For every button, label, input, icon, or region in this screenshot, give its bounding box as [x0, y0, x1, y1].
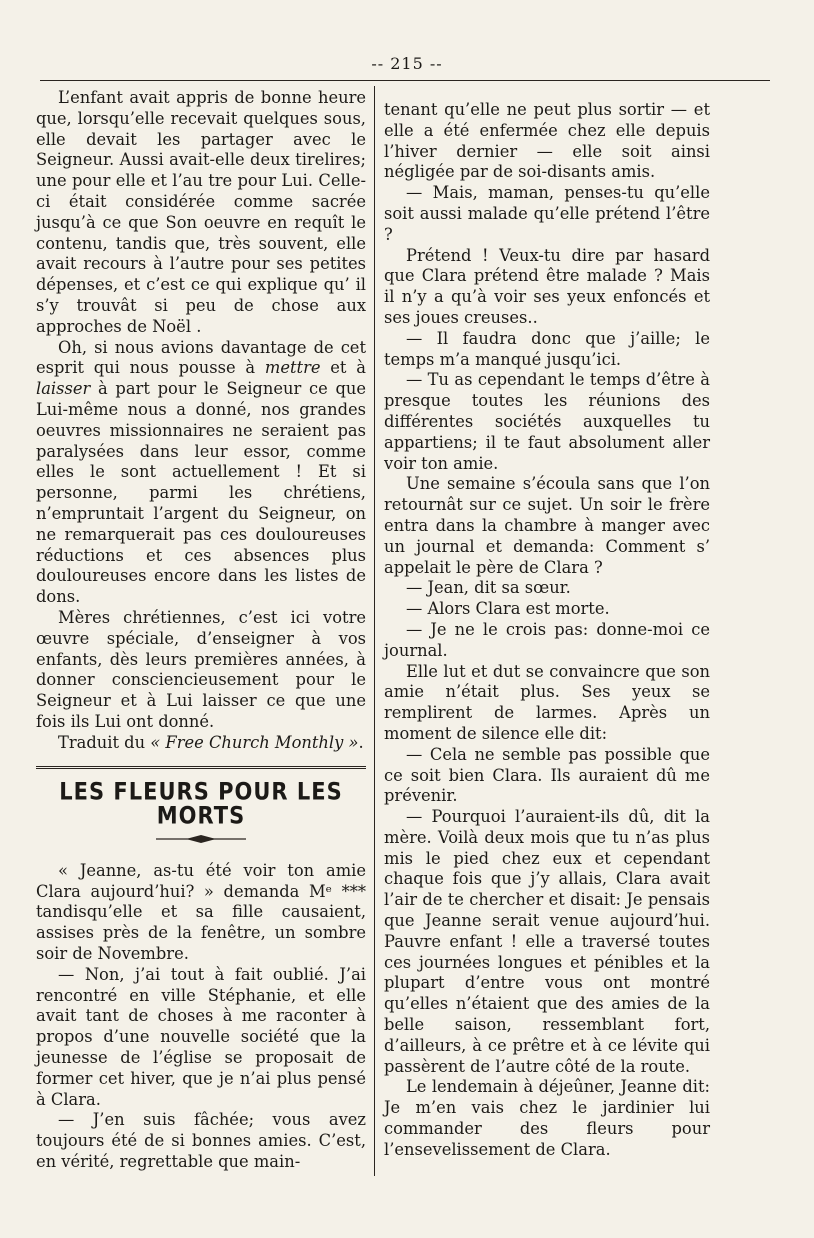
paragraph: — Mais, maman, penses-tu qu’elle soit aussi malade qu’elle prétend l’être ?: [384, 183, 710, 244]
source-title: « Free Church Monthly »: [150, 732, 359, 752]
paragraph: [36, 338, 366, 608]
paragraph: Le lendemain à déjeûner, Jeanne dit: Je m’en vais chez le jardinier lui commander des fleurs pour l’ensevelissement de Clara.: [384, 1077, 710, 1159]
paragraph: L’enfant avait appris de bonne heure que, lorsqu’elle recevait quelques sous, elle devait les partager avec le Seigneur. Aussi avait-elle deux tirelires; une pour elle et l’au tre pour Lui. Celle-ci était considérée comme sacrée jusqu’à ce que Son oeuvre en requît le contenu, tandis que, très souvent, elle avait recours à l’autre pour ses petites dépenses, et c’est ce qui explique qu’ il s’y trouvât si peu de chose aux approches de Noël .: [36, 88, 366, 336]
column-divider: [374, 86, 375, 1176]
paragraph: Elle lut et dut se convaincre que son amie n’était plus. Ses yeux se remplirent de larmes. Après un moment de silence elle dit:: [384, 661, 710, 743]
section-rule: [36, 766, 366, 769]
text: Traduit du: [58, 732, 151, 752]
left-column: [36, 88, 366, 1173]
paragraph: — J’en suis fâchée; vous avez toujours été de si bonnes amies. C’est, en vérité, regrettable que main-: [36, 1110, 366, 1172]
article-title: LES FLEURS POUR LES MORTS: [59, 777, 343, 829]
right-column: [384, 100, 710, 1161]
paragraph: — Tu as cependant le temps d’être à presque toutes les réunions des différentes sociétés auxquelles tu appartiens; il te faut absolument aller voir ton amie.: [384, 370, 710, 473]
paragraph: Mères chrétiennes, c’est ici votre œuvre spéciale, d’enseigner à vos enfants, dès leurs premières années, à donner consciencieusement pour le Seigneur et à Lui laisser ce que une fois ils Lui ont donné.: [36, 607, 366, 731]
paragraph: Prétend ! Veux-tu dire par hasard que Clara prétend être malade ? Mais il n’y a qu’à voir ses yeux enfoncés et ses joues creuses..: [384, 245, 710, 327]
paragraph: — Il faudra donc que j’aille; le temps m’a manqué jusqu’ici.: [384, 328, 710, 369]
emphasis: laisser: [36, 379, 91, 399]
paragraph: — Je ne le crois pas: donne-moi ce journal.: [384, 619, 710, 660]
paragraph: — Pourquoi l’auraient-ils dû, dit la mère. Voilà deux mois que tu n’as plus mis le pied chez eux et cependant chaque fois que j’y allais, Clara avait l’air de te chercher et disait: Je pensais que Jeanne serait venue aujourd’hui. Pauvre enfant ! elle a traversé toutes ces journées longues et pénibles et la plupart d’entre vous ont montré qu’elles n’étaient que des amies de la belle saison, ressemblant fort, d’ailleurs, à ce prêtre et à ce lévite qui passèrent de l’autre côté de la route.: [384, 807, 710, 1076]
paragraph: « Jeanne, as-tu été voir ton amie Clara aujourd’hui? » demanda Mᵉ *** tandisqu’elle et sa fille causaient, assises près de la fenêtre, un sombre soir de Novembre.: [36, 860, 366, 964]
text: et à: [320, 358, 366, 378]
paragraph: Une semaine s’écoula sans que l’on retournât sur ce sujet. Un soir le frère entra dans la chambre à manger avec un journal et demanda: Comment s’ appelait le père de Clara ?: [384, 474, 710, 577]
paragraph: — Non, j’ai tout à fait oublié. J’ai rencontré en ville Stéphanie, et elle avait tant de choses à me raconter à propos d’une nouvelle société que la jeunesse de l’église se proposait de former cet hiver, que je n’ai plus pensé à Clara.: [36, 964, 366, 1109]
text: à part pour le Seigneur ce que Lui-même nous a donné, nos grandes oeuvres missionnaires ne seraient pas paralysées dans leur essor, comme elles le sont actuellement ! Et si personne, parmi les chrétiens, n’empruntait l’argent du Seigneur, on ne remarquerait pas ces douloureuses réductions et ces absences plus douloureuses encore dans les listes de dons.: [36, 379, 366, 607]
paragraph: — Jean, dit sa sœur.: [406, 578, 571, 598]
text: Oh, si nous avions davantage de cet esprit qui nous pousse à: [36, 337, 366, 378]
translation-credit: [36, 733, 366, 754]
ornament-divider-icon: [36, 830, 366, 851]
paragraph: — Alors Clara est morte.: [406, 599, 610, 619]
header-rule: [40, 80, 770, 81]
paragraph: tenant qu’elle ne peut plus sortir — et elle a été enfermée chez elle depuis l’hiver dernier — elle soit ainsi négligée par de soi-disants amis.: [384, 100, 710, 182]
page-number: -- 215 --: [371, 54, 443, 73]
paragraph: — Cela ne semble pas possible que ce soit bien Clara. Ils auraient dû me prévenir.: [384, 744, 710, 806]
emphasis: mettre: [264, 358, 321, 378]
text: .: [358, 732, 364, 752]
